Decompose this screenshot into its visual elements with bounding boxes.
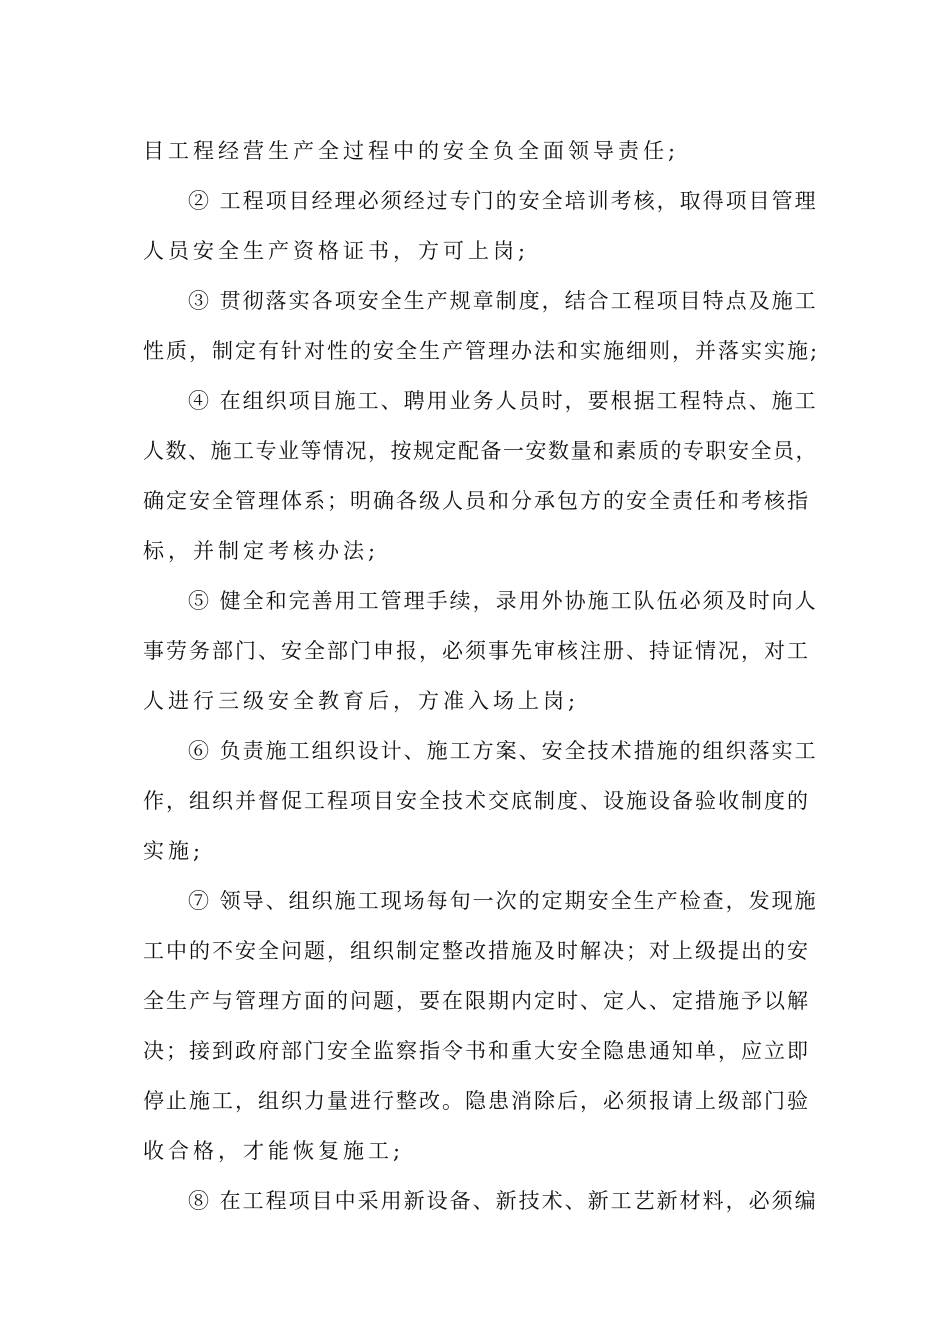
text-line: 性质，制定有针对性的安全生产管理办法和实施细则，并落实实施; xyxy=(143,339,820,363)
text-line: 人员安全生产资格证书，方可上岗; xyxy=(143,239,530,263)
text-line: 目工程经营生产全过程中的安全负全面领导责任; xyxy=(143,139,680,163)
text-line: 决；接到政府部门安全监察指令书和重大安全隐患通知单，应立即 xyxy=(143,1039,810,1063)
text-line: 收合格，才能恢复施工; xyxy=(143,1139,405,1163)
text-line: 作，组织并督促工程项目安全技术交底制度、设施设备验收制度的 xyxy=(143,789,810,813)
text-line: 全生产与管理方面的问题，要在限期内定时、定人、定措施予以解 xyxy=(143,989,810,1013)
text-line: 停止施工，组织力量进行整改。隐患消除后，必须报请上级部门验 xyxy=(143,1089,810,1113)
text-line: 事劳务部门、安全部门申报，必须事先审核注册、持证情况，对工 xyxy=(143,639,810,663)
text-line: 工中的不安全问题，组织制定整改措施及时解决；对上级提出的安 xyxy=(143,939,810,963)
text-line: ④ 在组织项目施工、聘用业务人员时，要根据工程特点、施工 xyxy=(188,389,818,413)
text-line: ② 工程项目经理必须经过专门的安全培训考核，取得项目管理 xyxy=(188,189,818,213)
text-line: 标，并制定考核办法; xyxy=(143,539,380,563)
text-line: 人进行三级安全教育后，方准入场上岗; xyxy=(143,689,580,713)
text-line: ⑥ 负责施工组织设计、施工方案、安全技术措施的组织落实工 xyxy=(188,739,818,763)
text-line: 实施; xyxy=(143,839,205,863)
text-line: 确定安全管理体系；明确各级人员和分承包方的安全责任和考核指 xyxy=(143,489,810,513)
text-line: ③ 贯彻落实各项安全生产规章制度，结合工程项目特点及施工 xyxy=(188,289,818,313)
text-line: ⑤ 健全和完善用工管理手续，录用外协施工队伍必须及时向人 xyxy=(188,589,818,613)
text-line: ⑧ 在工程项目中采用新设备、新技术、新工艺新材料，必须编 xyxy=(188,1189,818,1213)
text-line: 人数、施工专业等情况，按规定配备一安数量和素质的专职安全员， xyxy=(143,439,818,463)
text-line: ⑦ 领导、组织施工现场每旬一次的定期安全生产检查，发现施 xyxy=(188,889,818,913)
